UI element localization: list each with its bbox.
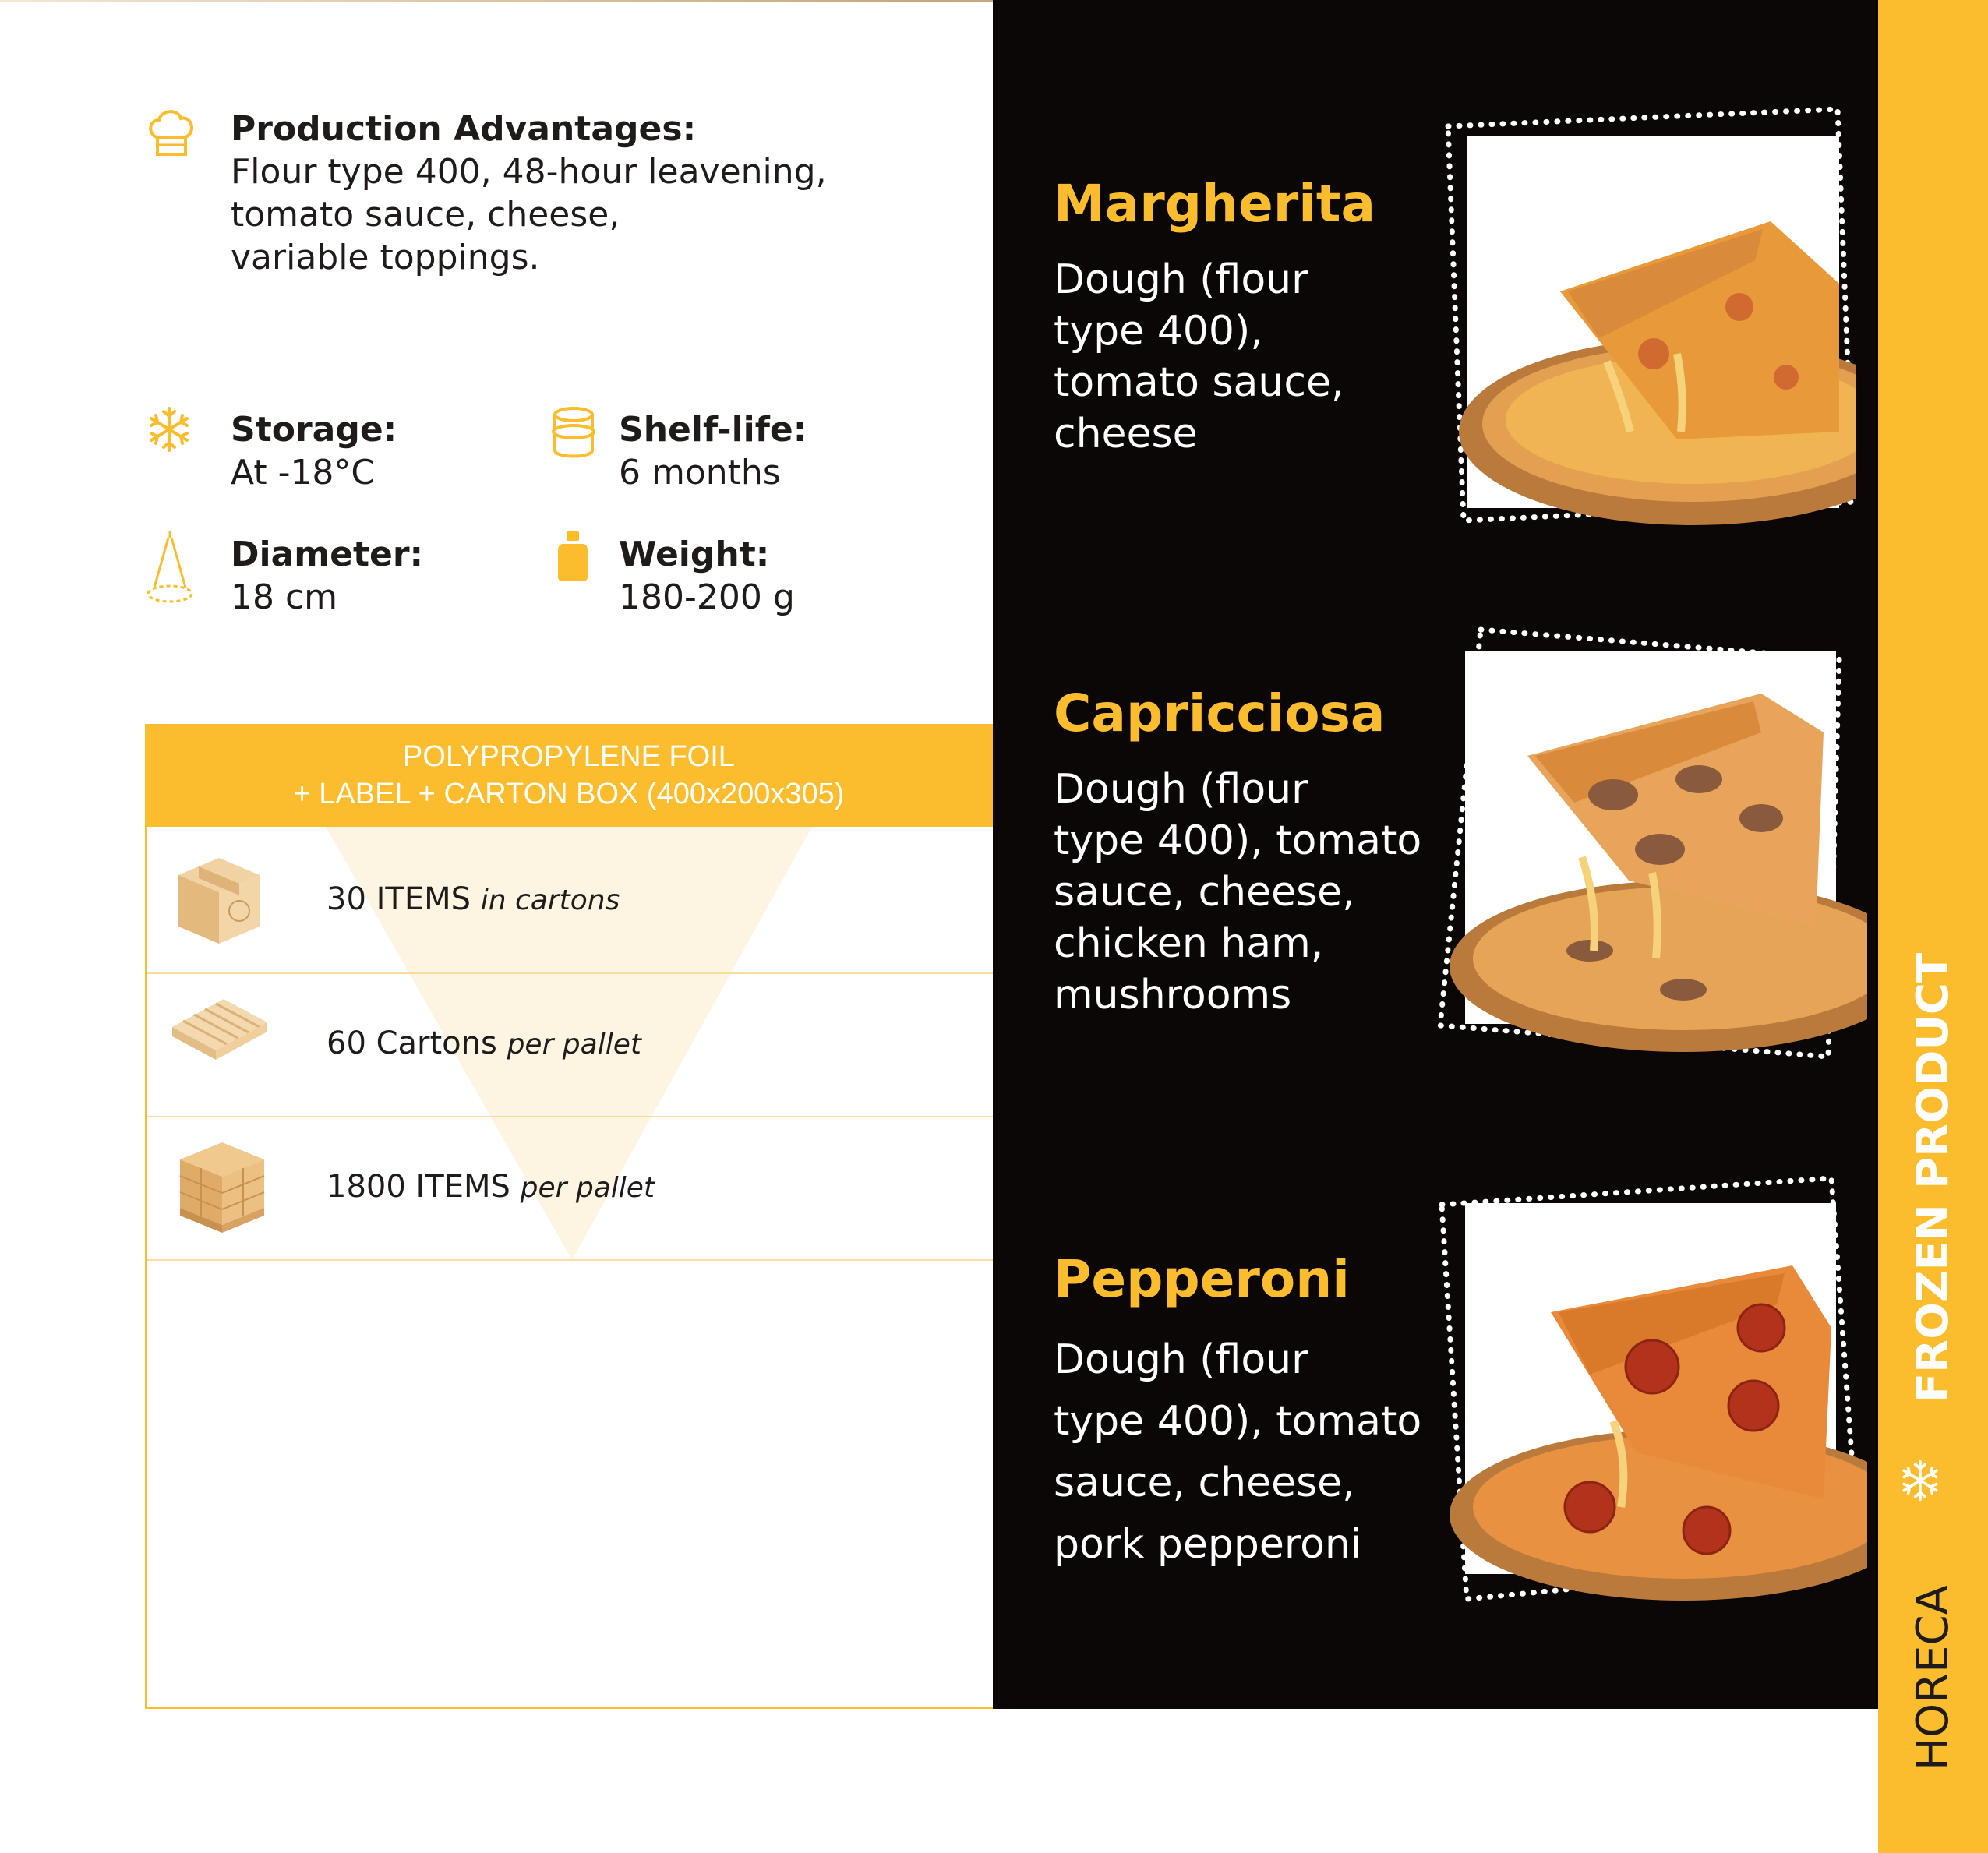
desc-line: sauce, cheese, <box>1054 1459 1355 1506</box>
shelf-life-label: Shelf-life: <box>619 410 807 450</box>
side-strip <box>1878 0 1988 1853</box>
desc-line: mushrooms <box>1054 972 1292 1018</box>
packaging-row-text <box>327 880 620 920</box>
row-note: in cartons <box>480 884 620 916</box>
product-capricciosa <box>1054 683 1421 1021</box>
storage-spec <box>231 408 397 494</box>
carton-box-icon <box>171 852 267 948</box>
desc-line: Dough (flour <box>1054 1336 1308 1383</box>
diameter-spec <box>231 533 423 619</box>
product-description <box>1054 764 1421 1021</box>
desc-line: pork pepperoni <box>1054 1521 1362 1568</box>
snowflake-icon <box>1898 1459 1942 1502</box>
pallet-icon <box>169 996 270 1066</box>
diameter-value: 18 cm <box>231 577 338 617</box>
capricciosa-photo <box>1434 623 1867 1060</box>
product-name: Pepperoni <box>1054 1249 1350 1309</box>
production-label: Production Advantages: <box>231 109 697 149</box>
shelf-life-spec <box>619 408 807 494</box>
row-main: 30 ITEMS <box>327 881 481 917</box>
row-note: per pallet <box>507 1029 641 1061</box>
desc-line: sauce, cheese, <box>1054 869 1355 916</box>
packaging-row <box>147 1117 993 1261</box>
container-icon <box>550 405 597 460</box>
product-description <box>1054 1329 1421 1576</box>
desc-line: tomato sauce, <box>1054 359 1344 406</box>
storage-value: At -18°C <box>231 453 376 492</box>
production-line: tomato sauce, cheese, <box>231 195 620 235</box>
weight-label: Weight: <box>619 535 770 574</box>
product-name: Margherita <box>1054 174 1376 234</box>
pepperoni-photo <box>1434 1172 1867 1605</box>
desc-line: type 400), tomato <box>1054 817 1422 864</box>
production-line: variable toppings. <box>231 238 540 277</box>
weight-value: 180-200 g <box>619 577 795 617</box>
production-advantages <box>231 108 827 279</box>
desc-line: Dough (flour <box>1054 766 1308 813</box>
chef-hat-icon <box>147 106 196 159</box>
production-line: Flour type 400, 48-hour leavening, <box>231 152 827 192</box>
snowflake-icon <box>145 405 193 454</box>
diameter-label: Diameter: <box>231 535 424 574</box>
desc-line: Dough (flour <box>1054 256 1308 303</box>
strip-product-type: FROZEN PRODUCT <box>1908 952 1958 1403</box>
product-margherita <box>1054 173 1375 460</box>
storage-label: Storage: <box>231 410 397 450</box>
product-pepperoni <box>1054 1248 1421 1576</box>
packaging-header-line: + LABEL + CARTON BOX (400x200x305) <box>293 778 845 810</box>
row-note: per pallet <box>520 1172 655 1204</box>
product-name: Capricciosa <box>1054 683 1386 743</box>
row-main: 1800 ITEMS <box>327 1169 521 1205</box>
packaging-row <box>147 974 993 1117</box>
compass-icon <box>145 530 195 608</box>
packaging-header-line: POLYPROPYLENE FOIL <box>403 740 735 773</box>
row-main: 60 Cartons <box>327 1025 507 1061</box>
packaging-row-text <box>327 1024 641 1064</box>
packaging-header <box>145 724 993 827</box>
desc-line: cheese <box>1054 411 1198 457</box>
desc-line: type 400), <box>1054 308 1263 355</box>
stacked-pallet-icon <box>175 1139 269 1236</box>
weight-icon <box>556 530 589 581</box>
desc-line: type 400), tomato <box>1054 1398 1422 1445</box>
desc-line: chicken ham, <box>1054 920 1324 967</box>
packaging-row <box>147 831 993 974</box>
packaging-row-text <box>327 1167 655 1208</box>
shelf-life-value: 6 months <box>619 453 781 492</box>
margherita-photo <box>1443 104 1856 525</box>
weight-spec <box>619 533 795 619</box>
product-description <box>1054 254 1375 460</box>
strip-category: HORECA <box>1908 1585 1958 1770</box>
